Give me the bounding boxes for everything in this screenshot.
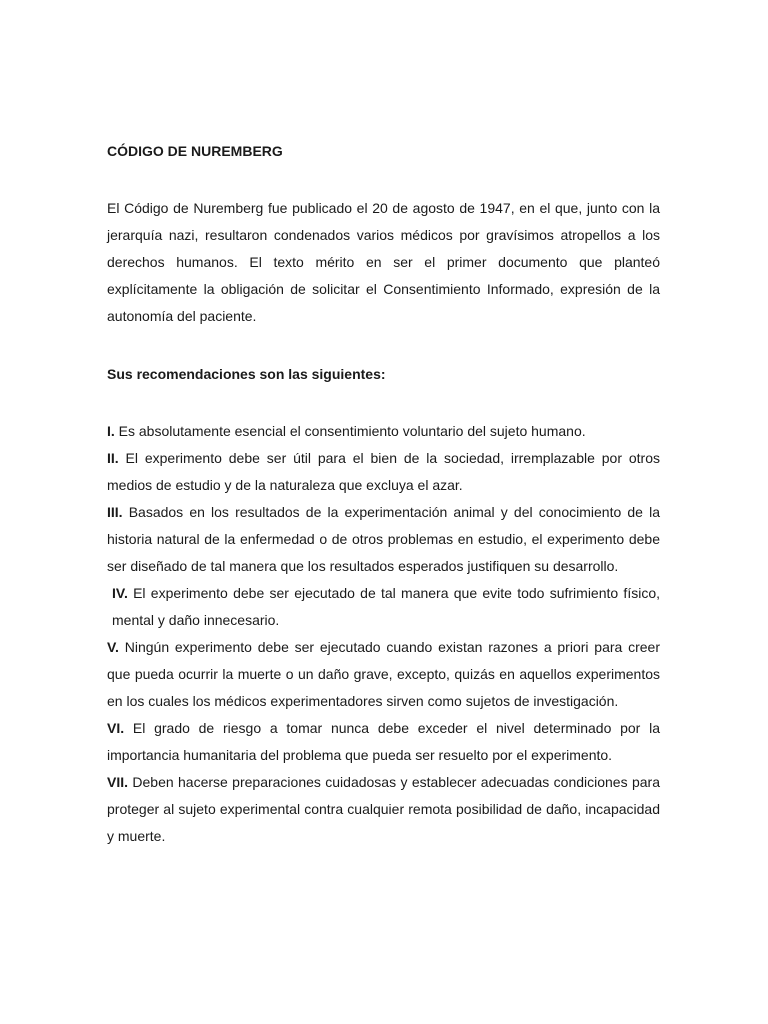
recommendation-item [107,715,660,769]
recommendation-item [107,418,660,445]
recommendation-text: El experimento debe ser útil para el bien de la sociedad, irremplazable por otros medios de estudio y de la naturaleza que excluya el azar. [107,450,660,493]
recommendations-list [107,418,660,850]
intro-paragraph: El Código de Nuremberg fue publicado el 20 de agosto de 1947, en el que, junto con la jerarquía nazi, resultaron condenados varios médicos por gravísimos atropellos a los derechos humanos. El texto mérito en ser el primer documento que planteó explícitamente la obligación de solicitar el Consentimiento Informado, expresión de la autonomía del paciente. [107,200,660,324]
document-title: CÓDIGO DE NUREMBERG [107,143,283,159]
recommendation-item [107,499,660,580]
recommendation-number: VI. [107,720,125,736]
recommendation-text: Ningún experimento debe ser ejecutado cuando existan razones a priori para creer que pueda ocurrir la muerte o un daño grave, excepto, quizás en aquellos experimentos en los cuales los médicos experimentadores sirven como sujetos de investigación. [107,639,660,709]
recommendation-text: Es absolutamente esencial el consentimiento voluntario del sujeto humano. [114,423,586,439]
recommendations-heading: Sus recomendaciones son las siguientes: [107,366,386,382]
recommendation-item [107,580,660,634]
recommendation-number: I. [107,423,115,439]
recommendation-number: VII. [107,774,129,790]
document-page [107,141,660,850]
recommendation-item [107,634,660,715]
recommendation-text: El experimento debe ser ejecutado de tal manera que evite todo sufrimiento físico, mental y daño innecesario. [112,585,660,628]
recommendation-text: Basados en los resultados de la experimentación animal y del conocimiento de la historia natural de la enfermedad o de otros problemas en estudio, el experimento debe ser diseñado de tal manera que los resultados esperados justifiquen su desarrollo. [107,504,660,574]
recommendation-item [107,445,660,499]
recommendation-text: Deben hacerse preparaciones cuidadosas y establecer adecuadas condiciones para proteger al sujeto experimental contra cualquier remota posibilidad de daño, incapacidad y muerte. [107,774,660,844]
recommendation-number: III. [107,504,123,520]
recommendation-number: II. [107,450,119,466]
recommendation-number: IV. [112,585,128,601]
recommendation-text: El grado de riesgo a tomar nunca debe exceder el nivel determinado por la importancia humanitaria del problema que pueda ser resuelto por el experimento. [107,720,660,763]
recommendation-item [107,769,660,850]
recommendation-number: V. [107,639,119,655]
